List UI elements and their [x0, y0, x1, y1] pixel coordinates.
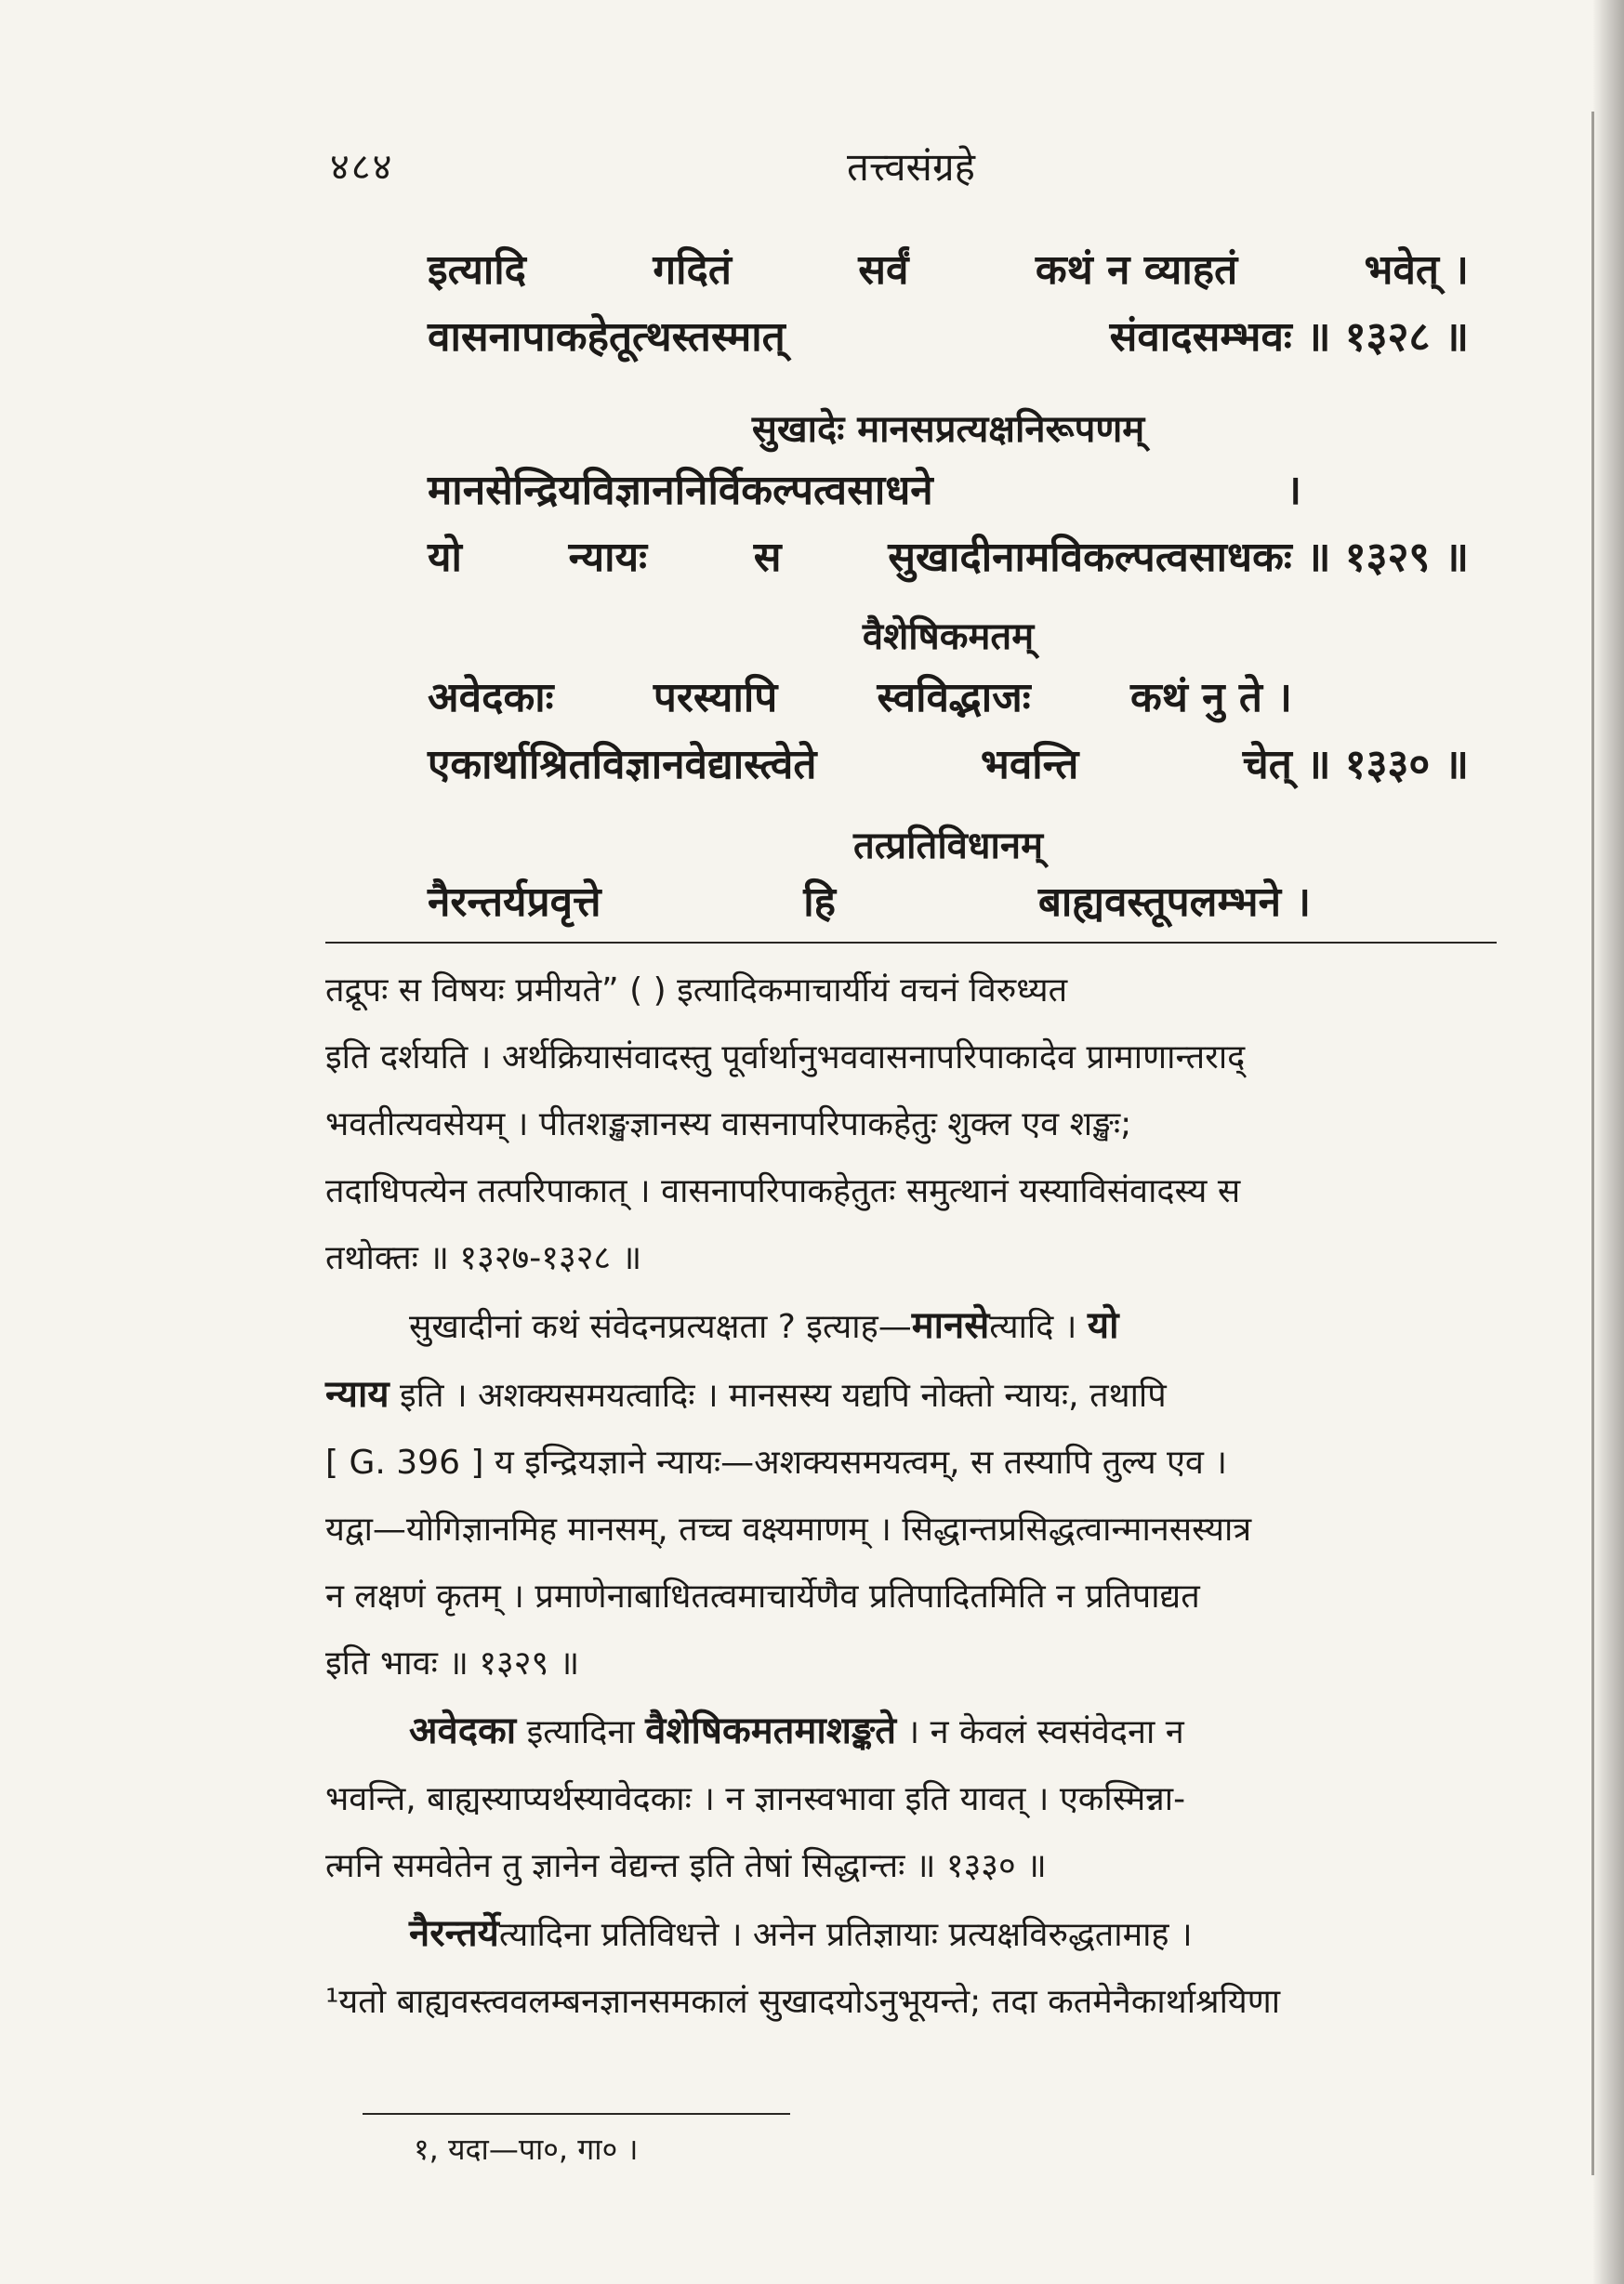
binding-edge-line	[1591, 112, 1594, 2175]
commentary-line: भवतीत्यवसेयम् । पीतशङ्खज्ञानस्य वासनापरिपाकहेतुः शुक्ल एव शङ्खः;	[325, 1105, 1132, 1143]
commentary-line	[325, 1900, 1501, 1969]
verse-word: बाह्यवस्तूपलम्भने ।	[1037, 878, 1311, 926]
commentary-line: भवन्ति, बाह्यस्याप्यर्थस्यावेदकाः । न ज्ञानस्वभावा इति यावत् । एकस्मिन्ना-	[325, 1780, 1186, 1818]
verse-word: कथं नु ते ।	[1129, 674, 1292, 721]
commentary-line: तद्रूपः स विषयः प्रमीयते” ( ) इत्यादिकमाचार्यीयं वचनं विरुध्यत	[325, 971, 1068, 1010]
commentary-line: इति भावः ॥ १३२९ ॥	[325, 1644, 580, 1683]
verse-line	[428, 304, 1469, 371]
verse-1328	[428, 237, 1469, 371]
section-heading: तत्प्रतिविधानम्	[853, 825, 1043, 867]
commentary-line	[325, 1361, 1501, 1430]
commentary-pratika: वैशेषिकमतमाशङ्कते	[645, 1710, 897, 1752]
verse-line	[428, 665, 1469, 732]
verse-word: सुखादीनामविकल्पत्वसाधकः ॥ १३२९ ॥	[888, 534, 1469, 581]
verse-line	[428, 237, 1469, 304]
verse-word: भवन्ति	[980, 741, 1079, 788]
verse-word: यो	[428, 534, 462, 581]
verse-1331	[428, 869, 1469, 936]
commentary-text: । न केवलं स्वसंवेदना न	[896, 1713, 1184, 1751]
verse-commentary-divider	[325, 942, 1497, 944]
verse-word: संवादसम्भवः ॥ १३२८ ॥	[1109, 313, 1469, 361]
verse-word: इत्यादि	[428, 246, 527, 294]
verse-word: स	[753, 534, 782, 581]
verse-word: स्वविद्भाजः	[877, 674, 1031, 721]
page-number: ४८४	[330, 146, 394, 189]
commentary-pratika: न्याय	[325, 1373, 389, 1416]
verse-1329	[428, 457, 1469, 591]
verse-line	[428, 869, 1469, 936]
footnote: १, यदा—पा०, गा० ।	[414, 2132, 639, 2167]
commentary-text: इत्यादिना	[516, 1713, 646, 1751]
commentary-line: तथोक्तः ॥ १३२७-१३२८ ॥	[325, 1239, 642, 1277]
verse-word: परस्यापि	[653, 674, 778, 721]
page-header	[330, 139, 1492, 205]
running-title: तत्त्वसंग्रहे	[847, 144, 975, 190]
commentary-pratika: नैरन्तर्ये	[409, 1912, 499, 1955]
commentary-line: ¹यतो बाह्यवस्त्ववलम्बनज्ञानसमकालं सुखादयोऽनुभूयन्ते; तदा कतमेनैकार्थाश्रयिणा	[325, 1983, 1281, 2021]
commentary-line: इति दर्शयति । अर्थक्रियासंवादस्तु पूर्वार्थानुभववासनापरिपाकादेव प्रामाणान्तराद्	[325, 1038, 1246, 1076]
commentary-line: त्मनि समवेतेन तु ज्ञानेन वेद्यन्त इति तेषां सिद्धान्तः ॥ १३३० ॥	[325, 1847, 1047, 1885]
verse-word: अवेदकाः	[428, 674, 554, 721]
commentary-line: यद्वा—योगिज्ञानमिह मानसम्, तच्च वक्ष्यमाणम् । सिद्धान्तप्रसिद्धत्वान्मानसस्यात्र	[325, 1511, 1252, 1549]
verse-word: मानसेन्द्रियविज्ञाननिर्विकल्पत्वसाधने	[428, 467, 933, 514]
verse-1330	[428, 665, 1469, 799]
verse-word: चेत् ॥ १३३० ॥	[1242, 741, 1469, 788]
page-edge-shadow	[1592, 0, 1624, 2284]
commentary-text: इति । अशक्यसमयत्वादिः । मानसस्य यद्यपि नोक्तो न्यायः, तथापि	[389, 1377, 1167, 1415]
commentary-text: त्यादिना प्रतिविधत्ते । अनेन प्रतिज्ञायाः प्रत्यक्षविरुद्धतामाह ।	[498, 1916, 1193, 1954]
section-heading: सुखादेः मानसप्रत्यक्षनिरूपणम्	[751, 408, 1145, 451]
verse-word: वासनापाकहेतूत्थस्तस्मात्	[428, 313, 786, 361]
verse-line	[428, 457, 1469, 524]
footnote-divider	[363, 2113, 790, 2115]
verse-word: एकार्थाश्रितविज्ञानवेद्यास्त्वेते	[428, 741, 817, 788]
commentary-line	[325, 1697, 1501, 1766]
commentary-line: [ G. 396 ] य इन्द्रियज्ञाने न्यायः—अशक्यसमयत्वम्, स तस्यापि तुल्य एव ।	[325, 1444, 1228, 1482]
commentary-text: सुखादीनां कथं संवेदनप्रत्यक्षता ? इत्याह—	[409, 1308, 912, 1346]
verse-word: न्यायः	[568, 534, 647, 581]
commentary-pratika: अवेदका	[409, 1710, 517, 1752]
commentary-line: तदाधिपत्येन तत्परिपाकात् । वासनापरिपाकहेतुतः समुत्थानं यस्याविसंवादस्य स	[325, 1172, 1241, 1210]
verse-word: सर्वं	[858, 246, 909, 294]
commentary-text: त्यादि ।	[989, 1308, 1088, 1346]
verse-word: गदितं	[653, 246, 732, 294]
commentary-line: न लक्षणं कृतम् । प्रमाणेनाबाधितत्वमाचार्येणैव प्रतिपादितमिति न प्रतिपाद्यत	[325, 1578, 1200, 1616]
verse-word: भवेत् ।	[1364, 246, 1469, 294]
verse-word: ।	[1286, 467, 1301, 514]
commentary-line	[325, 1292, 1501, 1361]
verse-word: नैरन्तर्यप्रवृत्ते	[428, 878, 601, 926]
commentary-block	[325, 957, 1501, 2036]
verse-line	[428, 732, 1469, 799]
verse-line	[428, 524, 1469, 591]
section-heading: वैशेषिकमतम्	[862, 615, 1035, 658]
verse-word: कथं न व्याहतं	[1035, 246, 1238, 294]
commentary-pratika: मानसे	[911, 1304, 990, 1347]
commentary-pratika: यो	[1087, 1304, 1119, 1347]
verse-word: हि	[803, 878, 837, 926]
